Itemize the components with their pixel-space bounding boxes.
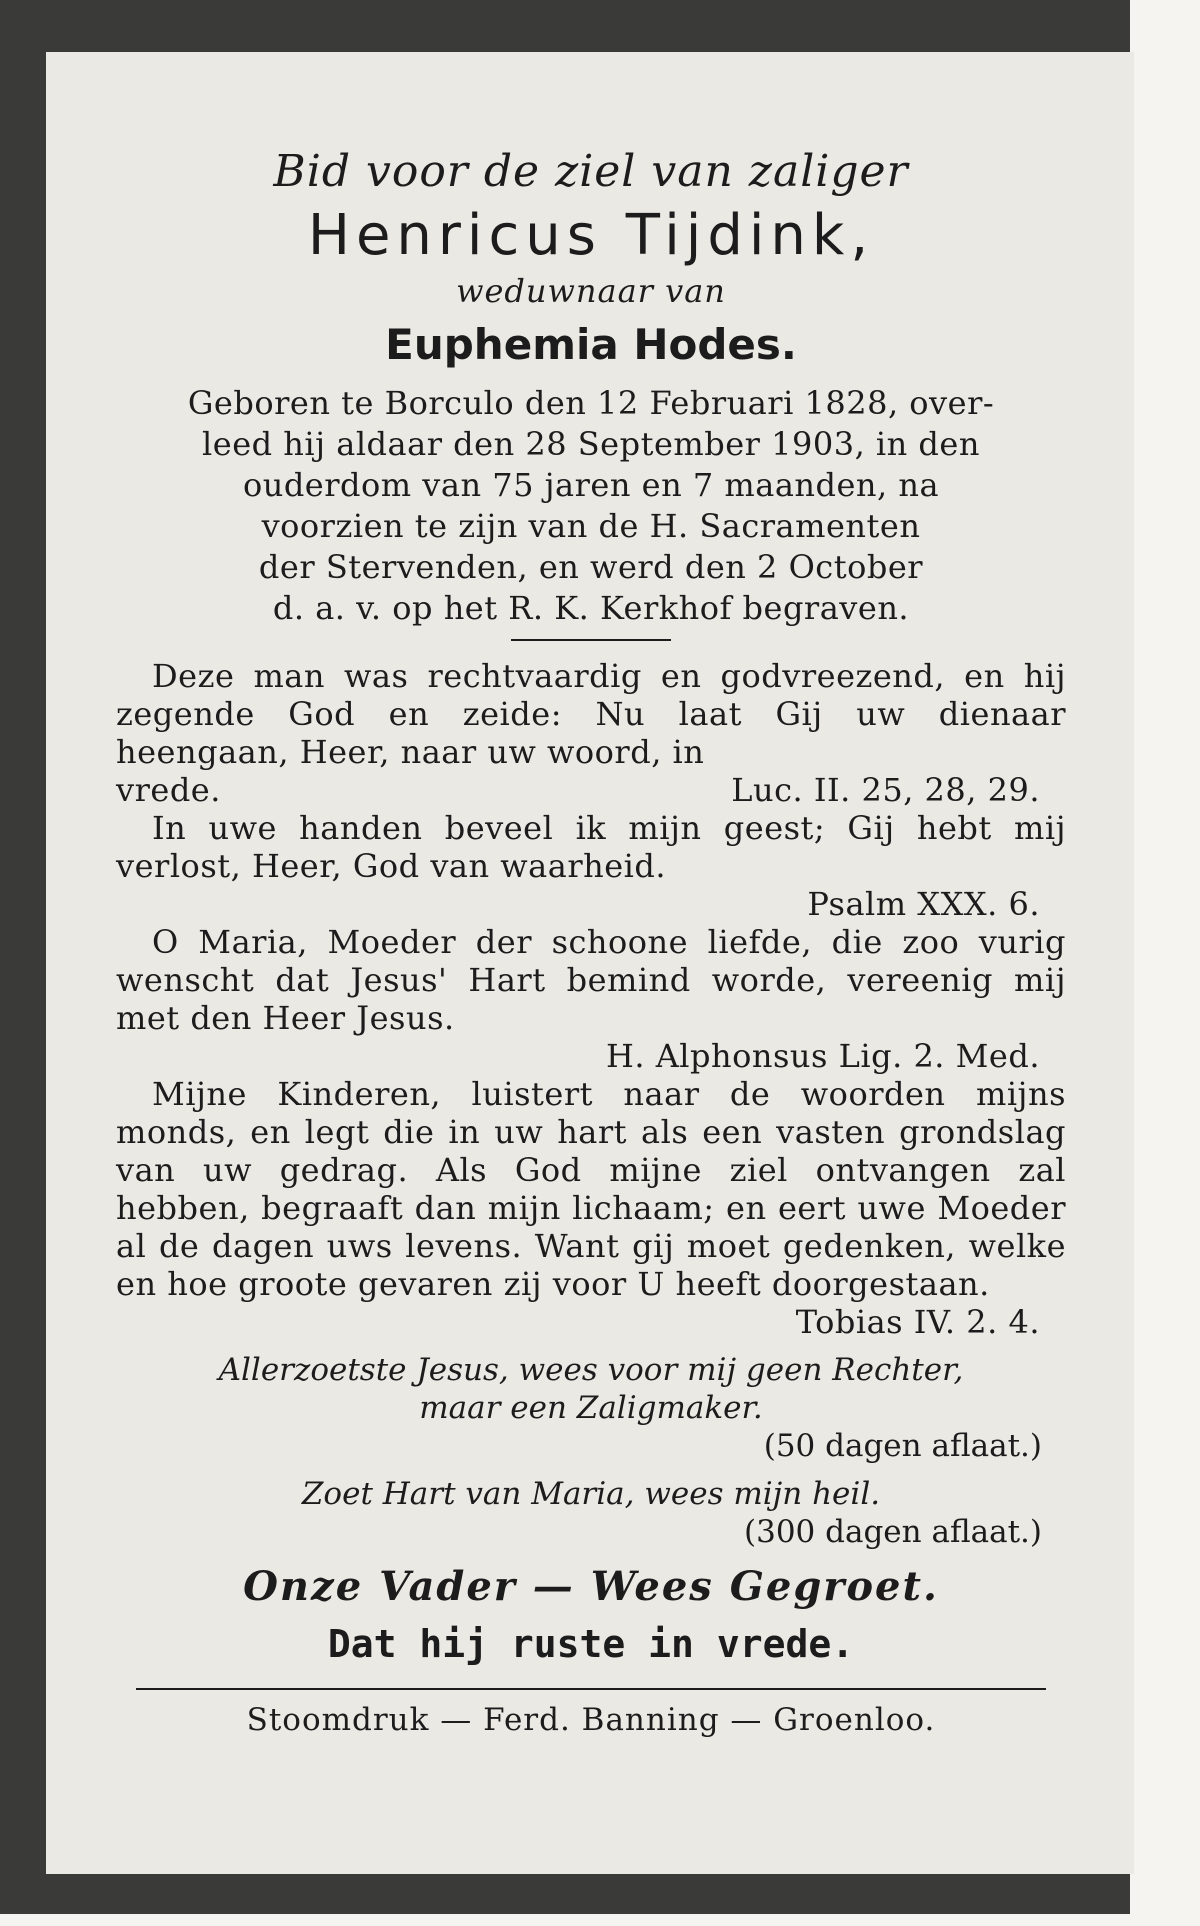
biography [116,383,1066,629]
ejaculation-line: Allerzoetste Jesus, wees voor mij geen Rechter, [218,1352,964,1388]
bio-line: der Stervenden, en werd den 2 October [258,548,924,586]
scripture-last-line [116,771,1066,809]
indulgence-note: (50 dagen aflaat.) [763,1428,1042,1464]
memorial-card [46,52,1134,1874]
bio-line: leed hij aldaar den 28 September 1903, in den [202,425,980,463]
scripture-reference: Luc. II. 25, 28, 29. [731,771,1040,809]
invocation: Bid voor de ziel van zaliger [273,146,909,197]
divider [511,639,671,641]
scan-margin [1130,0,1200,1926]
card-content [116,92,1066,1738]
scripture-text: Deze man was rechtvaardig en godvreezend, en hij zegende God en zeide: Nu laat Gij uw dienaar heengaan, Heer, naar uw woord, in [116,657,1066,771]
ejaculation-line: maar een Zaligmaker. [419,1390,763,1426]
scripture-text: Mijne Kinderen, luistert naar de woorden mijns monds, en legt die in uw hart als een vasten grondslag van uw gedrag. Als God mijne ziel ontvangen zal hebben, begraaft dan mijn lichaam; en eert uwe Moeder al de dagen uws levens. Want gij moet gedenken, welke en hoe groote gevaren zij voor U heeft doorgestaan. [116,1075,1066,1303]
scripture-text-end: vrede. [116,771,221,809]
scripture-text: O Maria, Moeder der schoone liefde, die zoo vurig wenscht dat Jesus' Hart bemind worde, vereenig mij met den Heer Jesus. [116,923,1066,1037]
scripture-reference: Psalm XXX. 6. [807,885,1040,923]
closing-prayers: Onze Vader — Wees Gegroet. [243,1563,939,1610]
bio-line: voorzien te zijn van de H. Sacramenten [261,507,921,545]
footer-divider [136,1688,1046,1690]
rest-in-peace: Dat hij ruste in vrede. [327,1622,855,1666]
bio-line: d. a. v. op het R. K. Kerkhof begraven. [272,589,910,627]
deceased-name: Henricus Tijdink, [307,203,875,268]
relation-label: weduwnaar van [456,272,726,310]
scripture-reference: H. Alphonsus Lig. 2. Med. [605,1037,1040,1075]
scripture-block [116,657,1066,1341]
scripture-text: In uwe handen beveel ik mijn geest; Gij hebt mij verlost, Heer, God van waarheid. [116,809,1066,885]
bio-line: Geboren te Borculo den 12 Februari 1828, over- [187,384,995,422]
ejaculation [116,1475,1066,1513]
ejaculation-line: Zoet Hart van Maria, wees mijn heil. [301,1476,881,1512]
indulgence-note: (300 dagen aflaat.) [744,1514,1042,1550]
spouse-name: Euphemia Hodes. [385,320,797,369]
printer-imprint: Stoomdruk — Ferd. Banning — Groenloo. [246,1702,936,1738]
bio-line: ouderdom van 75 jaren en 7 maanden, na [242,466,940,504]
scan-margin-bottom [0,1914,1200,1926]
ejaculation [116,1351,1066,1427]
scripture-reference: Tobias IV. 2. 4. [795,1303,1040,1341]
